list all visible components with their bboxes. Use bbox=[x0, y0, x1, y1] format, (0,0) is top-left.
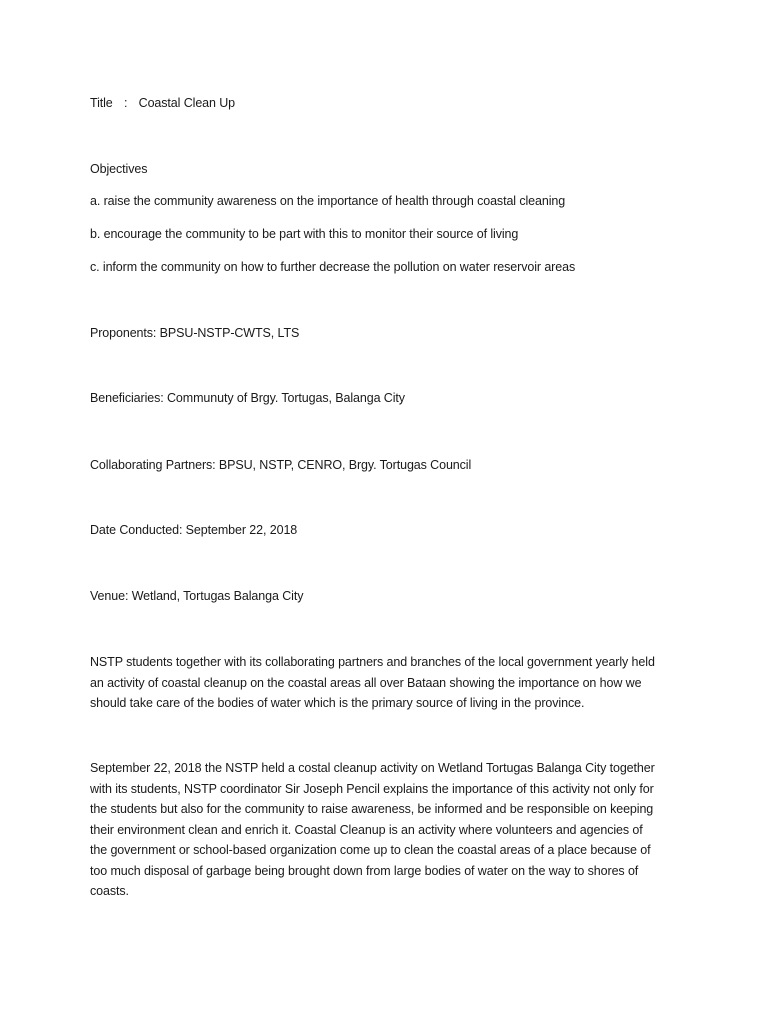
objective-item-b: b. encourage the community to be part with this to monitor their source of living bbox=[90, 227, 519, 241]
title-line bbox=[90, 95, 235, 111]
venue-line: Venue: Wetland, Tortugas Balanga City bbox=[90, 589, 304, 603]
title-separator: : bbox=[123, 96, 128, 110]
beneficiaries-line: Beneficiaries: Communuty of Brgy. Tortugas, Balanga City bbox=[90, 391, 405, 405]
objectives-heading: Objectives bbox=[90, 162, 148, 176]
title-value: Coastal Clean Up bbox=[138, 96, 236, 110]
objective-item-a: a. raise the community awareness on the importance of health through coastal cleaning bbox=[90, 194, 566, 208]
objective-item-c: c. inform the community on how to further decrease the pollution on water reservoir areas bbox=[90, 260, 576, 274]
proponents-line: Proponents: BPSU-NSTP-CWTS, LTS bbox=[90, 326, 300, 340]
body-paragraph-2: September 22, 2018 the NSTP held a costal cleanup activity on Wetland Tortugas Balanga City together with its students, NSTP coordinator Sir Joseph Pencil explains the importance of this activity not only for the students but also for the community to raise awareness, be informed and be responsible on keeping their environment clean and enrich it. Coastal Cleanup is an activity where volunteers and agencies of the government or school-based organization come up to clean the coastal areas of a place because of too much disposal of garbage being brought down from large bodies of water on the way to shores of coasts. bbox=[90, 761, 655, 898]
date-conducted-line: Date Conducted: September 22, 2018 bbox=[90, 523, 298, 537]
collaborating-partners-line: Collaborating Partners: BPSU, NSTP, CENRO, Brgy. Tortugas Council bbox=[90, 458, 472, 472]
body-paragraph-1: NSTP students together with its collaborating partners and branches of the local government yearly held an activity of coastal cleanup on the coastal areas all over Bataan showing the importance on how we should take care of the bodies of water which is the primary source of living in the province. bbox=[90, 655, 655, 710]
title-label: Title bbox=[90, 96, 113, 110]
